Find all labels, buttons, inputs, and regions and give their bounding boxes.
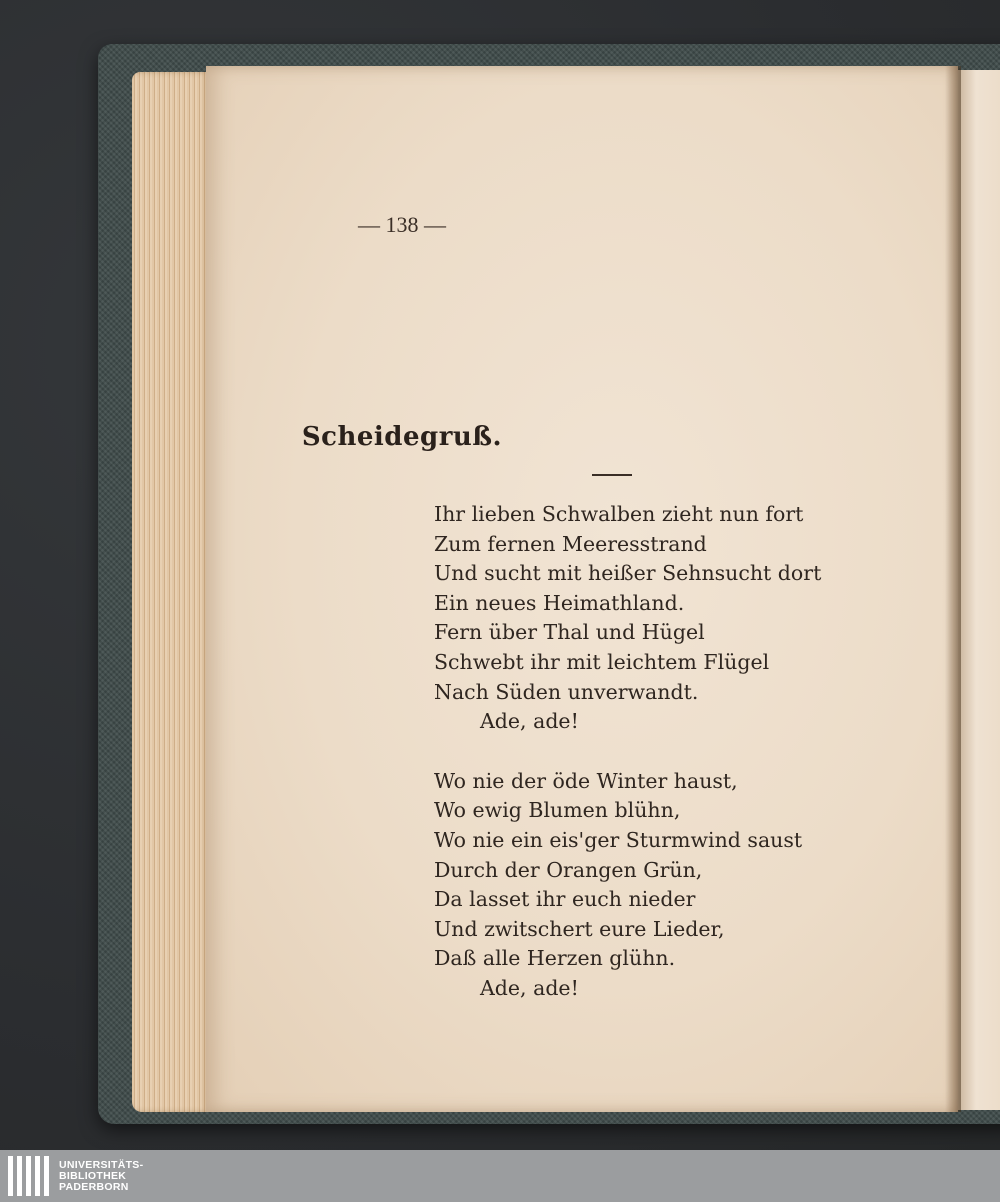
verse-line: Schwebt ihr mit leichtem Flügel: [434, 649, 770, 674]
library-footer-bar: [0, 1150, 1000, 1202]
verse-line: Nach Süden unverwandt.: [434, 679, 699, 704]
title-divider: [592, 474, 632, 476]
poem-body: [434, 500, 821, 1034]
verse-line: Da lasset ihr euch nieder: [434, 887, 696, 912]
book-page: [206, 66, 958, 1112]
logo-line: UNIVERSITÄTS-: [59, 1158, 144, 1171]
refrain-line: Ade, ade!: [480, 975, 579, 1000]
verse-line: Und zwitschert eure Lieder,: [434, 916, 725, 941]
verse-line: Wo nie ein eis'ger Sturmwind saust: [434, 827, 803, 852]
book-gutter: [945, 66, 961, 1112]
stanza-2: [434, 767, 821, 1004]
library-logo-text: [59, 1160, 143, 1193]
poem-title: Scheidegruß.: [301, 422, 503, 452]
refrain-line: Ade, ade!: [480, 709, 579, 734]
verse-line: Daß alle Herzen glühn.: [434, 946, 676, 971]
library-logo-icon: [8, 1156, 49, 1196]
verse-line: Und sucht mit heißer Sehnsucht dort: [434, 561, 822, 586]
verse-line: Wo nie der öde Winter haust,: [434, 768, 738, 793]
logo-line: PADERBORN: [59, 1180, 129, 1193]
page-number: — 138 —: [358, 212, 446, 237]
verse-line: Fern über Thal und Hügel: [434, 620, 705, 645]
page-content: [206, 66, 958, 1112]
stanza-1: [434, 500, 821, 737]
verse-line: Zum fernen Meeresstrand: [434, 531, 707, 556]
logo-line: BIBLIOTHEK: [59, 1169, 127, 1182]
verse-line: Wo ewig Blumen blühn,: [434, 798, 681, 823]
facing-page-edge: [958, 70, 1000, 1110]
verse-line: Ihr lieben Schwalben zieht nun fort: [434, 502, 804, 526]
verse-line: Durch der Orangen Grün,: [434, 857, 703, 882]
verse-line: Ein neues Heimathland.: [434, 590, 685, 615]
